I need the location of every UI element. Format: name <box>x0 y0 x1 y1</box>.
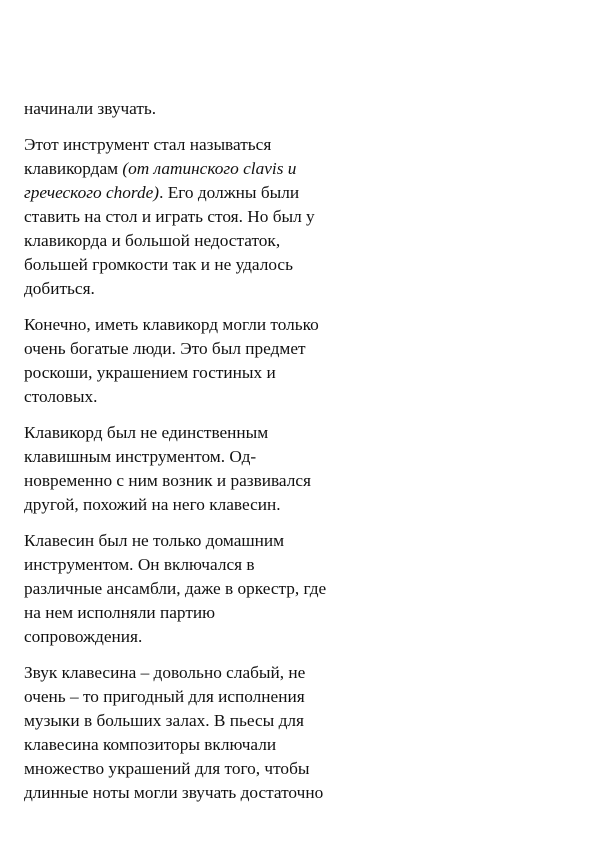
text-line <box>24 133 379 157</box>
text-segment: инструментом. Он включался в <box>24 555 255 574</box>
text-segment: новременно с ним возник и развивался <box>24 471 311 490</box>
italic-text-segment: греческого chorde) <box>24 183 160 202</box>
paragraph <box>24 313 379 409</box>
text-line <box>24 577 379 601</box>
text-segment: музыки в больших залах. В пьесы для <box>24 711 304 730</box>
paragraph <box>24 421 379 517</box>
italic-text-segment: (от латинского clavis и <box>122 159 297 178</box>
text-line <box>24 469 379 493</box>
text-line <box>24 253 379 277</box>
text-line <box>24 661 379 685</box>
text-line <box>24 361 379 385</box>
text-line <box>24 97 379 121</box>
text-segment: Этот инструмент стал называться <box>24 135 272 154</box>
paragraph <box>24 661 379 805</box>
text-segment: роскоши, украшением гостиных и <box>24 363 276 382</box>
text-line <box>24 709 379 733</box>
document-body <box>24 97 379 817</box>
paragraph <box>24 529 379 649</box>
text-segment: другой, похожий на него клавесин. <box>24 495 281 514</box>
text-line <box>24 205 379 229</box>
text-line <box>24 757 379 781</box>
text-segment: очень богатые люди. Это был предмет <box>24 339 306 358</box>
text-segment: длинные ноты могли звучать достаточно <box>24 783 324 802</box>
text-segment: множество украшений для того, чтобы <box>24 759 310 778</box>
text-line <box>24 337 379 361</box>
text-line <box>24 421 379 445</box>
text-segment: Клавикорд был не единственным <box>24 423 269 442</box>
text-line <box>24 313 379 337</box>
text-segment: Клавесин был не только домашним <box>24 531 285 550</box>
text-line <box>24 493 379 517</box>
text-segment: очень – то пригодный для исполнения <box>24 687 305 706</box>
text-segment: Звук клавесина – довольно слабый, не <box>24 663 306 682</box>
text-segment: столовых. <box>24 387 98 406</box>
text-line <box>24 277 379 301</box>
text-line <box>24 601 379 625</box>
text-line <box>24 229 379 253</box>
text-segment: сопровождения. <box>24 627 143 646</box>
text-segment: начинали звучать. <box>24 99 157 118</box>
paragraph <box>24 133 379 301</box>
text-line <box>24 733 379 757</box>
text-line <box>24 529 379 553</box>
text-line <box>24 553 379 577</box>
text-segment: . Его должны были <box>159 183 300 202</box>
text-segment: ставить на стол и играть стоя. Но был у <box>24 207 315 226</box>
text-line <box>24 625 379 649</box>
text-segment: на нем исполняли партию <box>24 603 216 622</box>
paragraph <box>24 97 379 121</box>
text-segment: различные ансамбли, даже в оркестр, где <box>24 579 327 598</box>
text-line <box>24 685 379 709</box>
text-line <box>24 781 379 805</box>
text-line <box>24 157 379 181</box>
text-segment: большей громкости так и не удалось <box>24 255 293 274</box>
text-segment: клавишным инструментом. Од- <box>24 447 257 466</box>
text-segment: клавесина композиторы включали <box>24 735 277 754</box>
text-segment: клавикордам <box>24 159 123 178</box>
text-segment: клавикорда и большой недостаток, <box>24 231 281 250</box>
text-segment: Конечно, иметь клавикорд могли только <box>24 315 319 334</box>
text-line <box>24 181 379 205</box>
text-line <box>24 385 379 409</box>
text-segment: добиться. <box>24 279 95 298</box>
text-line <box>24 445 379 469</box>
